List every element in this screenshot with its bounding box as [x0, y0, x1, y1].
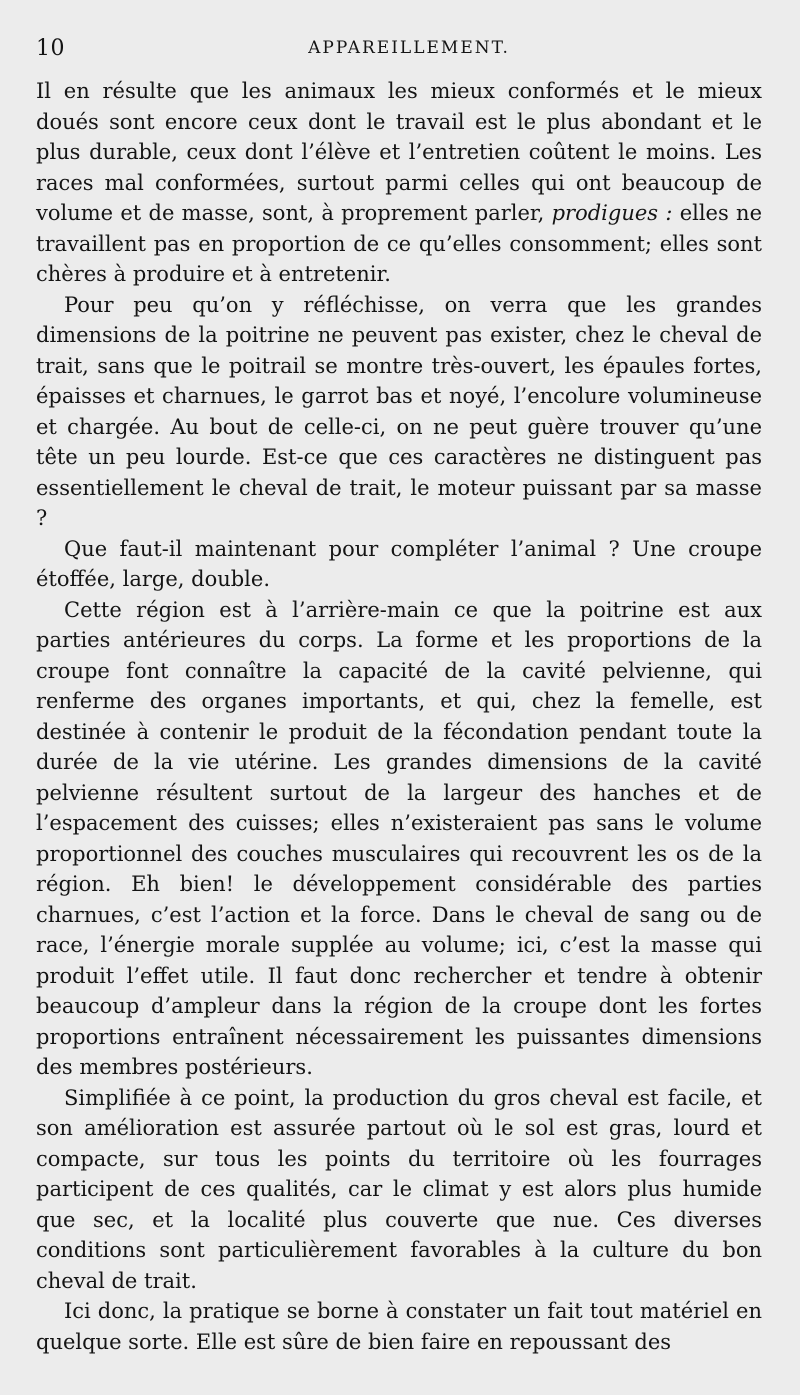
paragraph-1-text-after: elles ne travaillent pas en proportion de ce qu’elles consomment; elles sont chères à produire et à entretenir.: [36, 201, 762, 286]
paragraph-2: Pour peu qu’on y réfléchisse, on verra que les grandes dimensions de la poitrine ne peuvent pas exister, chez le cheval de trait, sans que le poitrail se montre très-ouvert, les épaules fortes, épaisses et charnues, le garrot bas et noyé, l’encolure volumineuse et chargée. Au bout de celle-ci, on ne peut guère trouver qu’une tête un peu lourde. Est-ce que ces caractères ne distinguent pas essentiellement le cheval de trait, le moteur puissant par sa masse ?: [36, 292, 762, 530]
paragraph-3: Que faut-il maintenant pour compléter l’animal ? Une croupe étoffée, large, double.: [36, 536, 762, 591]
paragraph-5: Simplifiée à ce point, la production du gros cheval est facile, et son amélioration est assurée partout où le sol est gras, lourd et compacte, sur tous les points du territoire où les fourrages participent de ces qualités, car le climat y est alors plus humide que sec, et la localité plus couverte que nue. Ces diverses conditions sont particulièrement favorables à la culture du bon cheval de trait.: [36, 1085, 762, 1293]
paragraph-4: Cette région est à l’arrière-main ce que la poitrine est aux parties antérieures du corps. La forme et les proportions de la croupe font connaître la capacité de la cavité pelvienne, qui renferme des organes importants, et qui, chez la femelle, est destinée à contenir le produit de la fécondation pendant toute la durée de la vie utérine. Les grandes dimensions de la cavité pelvienne résultent surtout de la largeur des hanches et de l’espacement des cuisses; elles n’existeraient pas sans le volume proportionnel des couches musculaires qui recouvrent les os de la région. Eh bien! le développement considérable des parties charnues, c’est l’action et la force. Dans le cheval de sang ou de race, l’énergie morale supplée au volume; ici, c’est la masse qui produit l’effet utile. Il faut donc rechercher et tendre à obtenir beaucoup d’ampleur dans la région de la croupe dont les fortes proportions entraînent nécessairement les puissantes dimensions des membres postérieurs.: [36, 597, 762, 1079]
paragraph-6: Ici donc, la pratique se borne à constater un fait tout matériel en quelque sorte. Elle est sûre de bien faire en repoussant des: [36, 1299, 762, 1354]
paragraph-1-emphasis: prodigues :: [551, 201, 673, 225]
paragraph-1: [36, 76, 762, 290]
page-number: 10: [36, 36, 65, 61]
running-head: [36, 36, 762, 76]
running-title: APPAREILLEMENT.: [308, 38, 510, 58]
paragraph-1-text-before: Il en résulte que les animaux les mieux conformés et le mieux doués sont encore ceux dont le travail est le plus abondant et le plus durable, ceux dont l’élève et l’entretien coûtent le moins. Les races mal conformées, surtout parmi celles qui ont beaucoup de volume et de masse, sont, à proprement parler,: [36, 79, 762, 225]
body-text: [36, 76, 762, 1357]
